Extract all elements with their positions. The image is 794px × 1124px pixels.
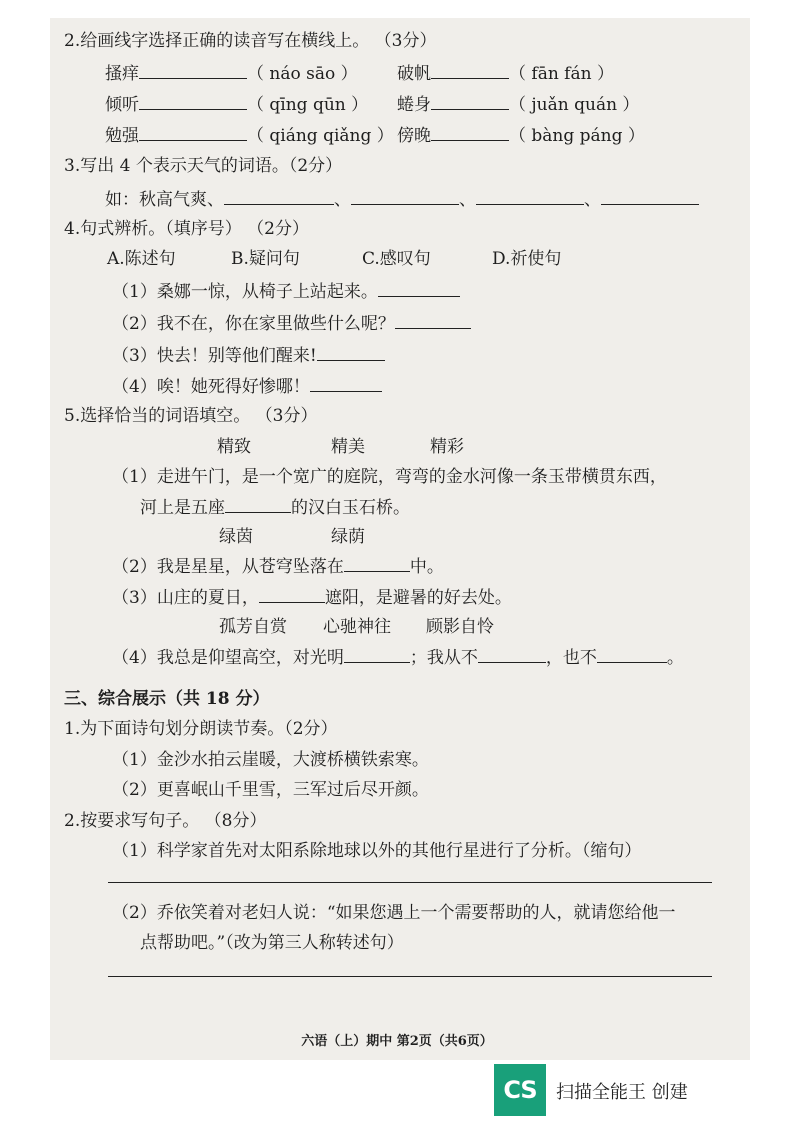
answer-blank[interactable] [139, 124, 247, 141]
q2-options: （ bàng páng ） [509, 126, 645, 146]
q2-item-1 [105, 62, 358, 85]
q2-item-2 [397, 62, 614, 85]
s3-q1-item-1: （1）金沙水拍云崖暖，大渡桥横铁索寒。 [112, 750, 429, 770]
separator: 、 [334, 190, 351, 210]
q5-text: 中。 [409, 557, 444, 577]
q2-item-6 [397, 124, 645, 147]
q4-option-c: C.感叹句 [362, 249, 431, 269]
q4-sentence: （1）桑娜一惊，从椅子上站起来。 [112, 282, 378, 302]
s3-q2-item-2-line-1: （2）乔依笑着对老妇人说：“如果您遇上一个需要帮助的人，就请您给他一 [112, 903, 676, 923]
q2-word: 倾听 [105, 95, 139, 115]
q2-options: （ qīng qūn ） [247, 95, 369, 115]
q5-item-1-line-1: （1）走进午门，是一个宽广的庭院，弯弯的金水河像一条玉带横贯东西， [112, 467, 667, 487]
answer-blank[interactable] [431, 93, 509, 110]
q5-item-1-line-2 [140, 496, 410, 519]
q2-options: （ náo sāo ） [247, 64, 358, 84]
q5-word-2: 精美 [331, 437, 365, 457]
q5-text: （4）我总是仰望高空，对光明 [112, 648, 344, 668]
answer-blank[interactable] [139, 93, 247, 110]
q5-item-3 [112, 586, 512, 609]
answer-blank[interactable] [310, 375, 382, 392]
q2-word: 蜷身 [397, 95, 431, 115]
q5-text: （2）我是星星，从苍穹坠落在 [112, 557, 344, 577]
q4-option-d: D.祈使句 [492, 249, 562, 269]
q5-text: ，也不 [545, 648, 597, 668]
q4-item-4 [112, 375, 382, 398]
q2-word: 勉强 [105, 126, 139, 146]
q5-word-1: 精致 [217, 437, 251, 457]
q5-item-4 [112, 646, 684, 669]
q2-options: （ fān fán ） [509, 64, 614, 84]
q2-word: 破帆 [397, 64, 431, 84]
q4-option-a: A.陈述句 [107, 249, 176, 269]
s3-q2-item-2-line-2: 点帮助吧。”（改为第三人称转述句） [140, 933, 404, 953]
s3-q1-item-2: （2）更喜岷山千里雪，三军过后尽开颜。 [112, 780, 429, 800]
q4-sentence: （4）唉！她死得好惨哪！ [112, 377, 310, 397]
s3-q2-title: 2.按要求写句子。 （8分） [64, 811, 267, 831]
q5-text: 的汉白玉石桥。 [291, 498, 410, 518]
answer-blank[interactable] [601, 188, 699, 205]
answer-blank[interactable] [344, 646, 410, 663]
answer-blank[interactable] [351, 188, 459, 205]
q5-word-4: 绿茵 [219, 527, 253, 547]
q4-option-b: B.疑问句 [231, 249, 300, 269]
q4-sentence: （3）快去！别等他们醒来! [112, 346, 317, 366]
s3-q2-item-1: （1）科学家首先对太阳系除地球以外的其他行星进行了分析。（缩句） [112, 841, 642, 861]
q3-title: 3.写出 4 个表示天气的词语。（2分） [64, 156, 343, 176]
q4-title: 4.句式辨析。（填序号） （2分） [64, 219, 309, 239]
answer-blank[interactable] [378, 280, 460, 297]
q3-example-prefix: 如：秋高气爽、 [105, 190, 224, 210]
answer-line[interactable] [108, 976, 712, 977]
section-3-title: 三、综合展示（共 18 分） [64, 689, 270, 709]
answer-blank[interactable] [478, 646, 546, 663]
q5-text: （3）山庄的夏日， [112, 588, 259, 608]
q5-text: 河上是五座 [140, 498, 225, 518]
camscanner-logo: CS [494, 1064, 546, 1116]
q5-title: 5.选择恰当的词语填空。 （3分） [64, 406, 318, 426]
answer-blank[interactable] [476, 188, 584, 205]
answer-blank[interactable] [224, 188, 334, 205]
q5-word-7: 心驰神往 [323, 617, 391, 637]
q3-example [105, 188, 699, 211]
q5-word-5: 绿荫 [331, 527, 365, 547]
camscanner-caption: 扫描全能王 创建 [556, 1082, 688, 1103]
q5-word-6: 孤芳自赏 [219, 617, 287, 637]
q2-item-4 [397, 93, 639, 116]
q4-sentence: （2）我不在，你在家里做些什么呢？ [112, 314, 395, 334]
q5-word-8: 顾影自怜 [426, 617, 494, 637]
separator: 、 [459, 190, 476, 210]
q2-title: 2.给画线字选择正确的读音写在横线上。 （3分） [64, 31, 437, 51]
separator: 、 [584, 190, 601, 210]
answer-blank[interactable] [225, 496, 291, 513]
q5-word-3: 精彩 [430, 437, 464, 457]
q5-text: 遮阳，是避暑的好去处。 [324, 588, 512, 608]
page-footer: 六语（上）期中 第2页（共6页） [301, 1034, 493, 1049]
q4-item-3 [112, 344, 385, 367]
q2-options: （ qiáng qiǎng ） [247, 126, 394, 146]
q2-item-5 [105, 124, 394, 147]
q2-options: （ juǎn quán ） [509, 95, 640, 115]
answer-blank[interactable] [597, 646, 667, 663]
answer-blank[interactable] [139, 62, 247, 79]
answer-blank[interactable] [395, 312, 471, 329]
q2-word: 搔痒 [105, 64, 139, 84]
q4-item-2 [112, 312, 471, 335]
answer-blank[interactable] [317, 344, 385, 361]
q4-item-1 [112, 280, 460, 303]
q2-word: 傍晚 [397, 126, 431, 146]
q5-item-2 [112, 555, 444, 578]
answer-blank[interactable] [431, 62, 509, 79]
q5-text: 。 [666, 648, 684, 668]
answer-line[interactable] [108, 882, 712, 883]
q2-item-3 [105, 93, 368, 116]
s3-q1-title: 1.为下面诗句划分朗读节奏。（2分） [64, 719, 338, 739]
q5-text: ；我从不 [409, 648, 478, 668]
answer-blank[interactable] [431, 124, 509, 141]
answer-blank[interactable] [259, 586, 325, 603]
answer-blank[interactable] [344, 555, 410, 572]
